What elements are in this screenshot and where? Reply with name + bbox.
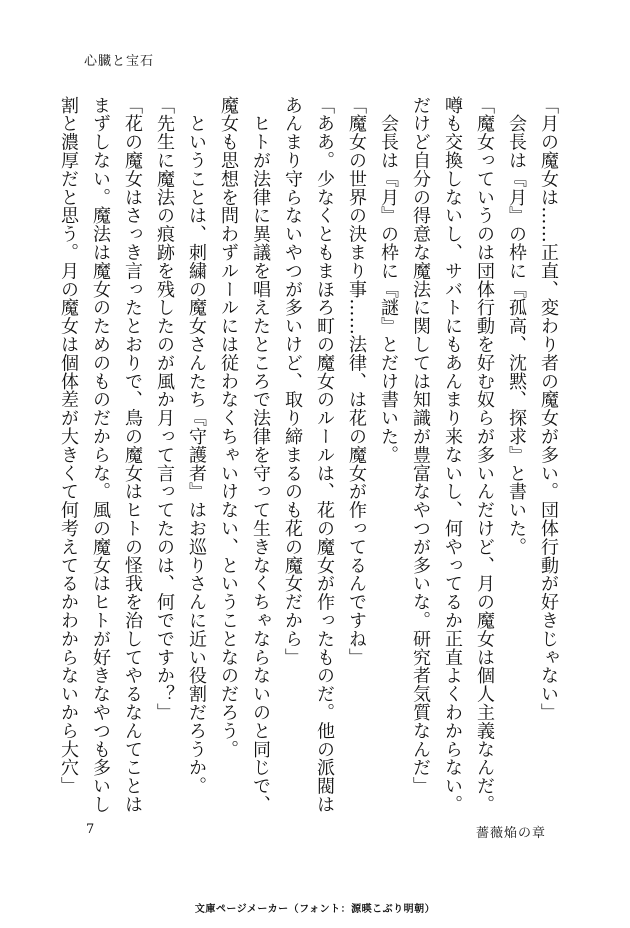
text-line: 「魔女の世界の決まり事……法律、は花の魔女が作ってるんですね」 xyxy=(346,96,367,667)
text-line: 会長は『月』の枠に『孤高、沈黙、探求』と書いた。 xyxy=(506,96,527,556)
page-number: 7 xyxy=(86,822,95,837)
text-line: だけど自分の得意な魔法に関しては知識が豊富なやつが多いな。研究者気質なんだ」 xyxy=(410,96,431,796)
text-line: まずしない。魔法は魔女のためのものだからな。風の魔女はヒトが好きなやつも多いし xyxy=(90,96,111,814)
text-line: 魔女も思想を問わずルールには従わなくちゃいけない、ということなのだろう。 xyxy=(218,96,239,759)
text-line: 「先生に魔法の痕跡を残したのが風か月って言ってたのは、何でですか？」 xyxy=(154,96,175,722)
text-line: 割と濃厚だと思う。月の魔女は個体差が大きくて何考えてるかわからないから大穴」 xyxy=(58,96,79,796)
text-line: 「ああ。少なくともまほろ町の魔女のルールは、花の魔女が作ったものだ。他の派閥は xyxy=(314,96,335,814)
text-line: ヒトが法律に異議を唱えたところで法律を守って生きなくちゃならないのと同じで、 xyxy=(250,96,271,814)
footer-credit: 文庫ページメーカー（フォント：源暎こぶり明朝） xyxy=(194,904,436,915)
text-line: 「花の魔女はさっき言ったとおりで、鳥の魔女はヒトの怪我を治してやるなんてことは xyxy=(122,96,143,814)
text-line: 「月の魔女は……正直、変わり者の魔女が多い。団体行動が好きじゃない」 xyxy=(538,96,559,722)
running-header-title: 心臓と宝石 xyxy=(84,54,155,69)
text-line: あんまり守らないやつが多いけど、取り締まるのも花の魔女だから」 xyxy=(282,96,303,667)
chapter-title: 薔薇焔の章 xyxy=(475,826,546,841)
text-line: 会長は『月』の枠に『謎』とだけ書いた。 xyxy=(378,96,399,464)
text-line: 噂も交換しないし、サバトにもあんまり来ないし、何やってるか正直よくわからない。 xyxy=(442,96,463,814)
text-line: ということは、刺繍の魔女さんたち『守護者』はお巡りさんに近い役割だろうか。 xyxy=(186,96,207,796)
vertical-body-text xyxy=(52,96,564,814)
text-line: 「魔女っていうのは団体行動を好む奴らが多いんだけど、月の魔女は個人主義なんだ。 xyxy=(474,96,495,814)
